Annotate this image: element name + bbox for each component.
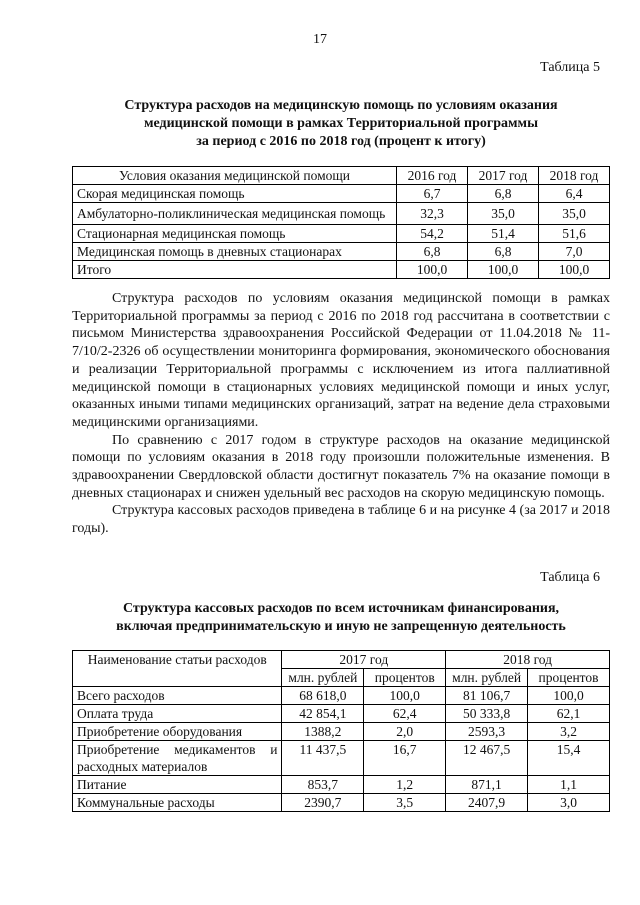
table-row	[73, 203, 610, 225]
table5-header-2017: 2017 год	[468, 167, 539, 185]
pct-2017: 62,4	[364, 705, 446, 723]
table-row	[73, 185, 610, 203]
table5-title	[72, 97, 610, 151]
value-2018: 7,0	[539, 243, 610, 261]
mln-2018: 50 333,8	[446, 705, 528, 723]
table6-subheader-mln-2018: млн. рублей	[446, 669, 528, 687]
mln-2017: 68 618,0	[282, 687, 364, 705]
table-row	[73, 225, 610, 243]
mln-2017: 853,7	[282, 776, 364, 794]
table5-title-line-3: за период с 2016 по 2018 год (процент к итогу)	[196, 134, 486, 149]
value-2016: 32,3	[397, 203, 468, 225]
row-label: Скорая медицинская помощь	[73, 185, 397, 203]
row-label: Стационарная медицинская помощь	[73, 225, 397, 243]
value-2017: 35,0	[468, 203, 539, 225]
table6-header-2018: 2018 год	[446, 651, 610, 669]
pct-2017: 3,5	[364, 794, 446, 812]
table-row	[73, 723, 610, 741]
row-label: Оплата труда	[73, 705, 282, 723]
row-label: Амбулаторно-поликлиническая медицинская помощь	[73, 203, 397, 225]
row-label: Медицинская помощь в дневных стационарах	[73, 243, 397, 261]
pct-2018: 3,2	[528, 723, 610, 741]
value-2018: 6,4	[539, 185, 610, 203]
table6-header-row	[73, 651, 610, 669]
pct-2018: 62,1	[528, 705, 610, 723]
value-2016: 6,8	[397, 243, 468, 261]
mln-2018: 871,1	[446, 776, 528, 794]
table5-header-row	[73, 167, 610, 185]
paragraph: Структура кассовых расходов приведена в таблице 6 и на рисунке 4 (за 2017 и 2018 годы).	[72, 503, 610, 537]
value-2017: 6,8	[468, 243, 539, 261]
page-number: 17	[313, 32, 327, 47]
table6-title	[72, 600, 610, 636]
value-2017: 100,0	[468, 261, 539, 279]
row-label: Питание	[73, 776, 282, 794]
table-row	[73, 741, 610, 776]
table-row-total	[73, 261, 610, 279]
pct-2018: 100,0	[528, 687, 610, 705]
pct-2017: 16,7	[364, 741, 446, 776]
table6-title-line-2: включая предпринимательскую и иную не запрещенную деятельность	[116, 619, 566, 634]
mln-2018: 2407,9	[446, 794, 528, 812]
value-2016: 100,0	[397, 261, 468, 279]
mln-2017: 2390,7	[282, 794, 364, 812]
pct-2018: 3,0	[528, 794, 610, 812]
value-2016: 54,2	[397, 225, 468, 243]
table5-title-line-1: Структура расходов на медицинскую помощь по условиям оказания	[124, 98, 558, 113]
table6-subheader-mln-2017: млн. рублей	[282, 669, 364, 687]
mln-2017: 11 437,5	[282, 741, 364, 776]
body-text	[72, 290, 610, 538]
table6	[72, 650, 610, 812]
value-2017: 6,8	[468, 185, 539, 203]
table5-caption: Таблица 5	[540, 60, 600, 75]
table6-title-line-1: Структура кассовых расходов по всем источникам финансирования,	[122, 601, 560, 616]
table6-subheader-pct-2018: процентов	[528, 669, 610, 687]
table-row	[73, 794, 610, 812]
row-label: Всего расходов	[73, 687, 282, 705]
table-row	[73, 705, 610, 723]
pct-2017: 100,0	[364, 687, 446, 705]
value-2017: 51,4	[468, 225, 539, 243]
table5-header-2016: 2016 год	[397, 167, 468, 185]
value-2018: 51,6	[539, 225, 610, 243]
mln-2018: 12 467,5	[446, 741, 528, 776]
pct-2018: 15,4	[528, 741, 610, 776]
table5-header-2018: 2018 год	[539, 167, 610, 185]
table6-header-2017: 2017 год	[282, 651, 446, 669]
pct-2017: 1,2	[364, 776, 446, 794]
mln-2018: 81 106,7	[446, 687, 528, 705]
table6-caption: Таблица 6	[540, 570, 600, 585]
table-row	[73, 687, 610, 705]
table5-title-line-2: медицинской помощи в рамках Территориальной программы	[143, 116, 539, 131]
pct-2018: 1,1	[528, 776, 610, 794]
table5	[72, 166, 610, 279]
mln-2017: 1388,2	[282, 723, 364, 741]
row-label: Приобретение оборудования	[73, 723, 282, 741]
mln-2017: 42 854,1	[282, 705, 364, 723]
table-row	[73, 243, 610, 261]
table-row	[73, 776, 610, 794]
table6-subheader-pct-2017: процентов	[364, 669, 446, 687]
value-2018: 100,0	[539, 261, 610, 279]
table6-header-name: Наименование статьи расходов	[73, 651, 282, 687]
value-2016: 6,7	[397, 185, 468, 203]
mln-2018: 2593,3	[446, 723, 528, 741]
pct-2017: 2,0	[364, 723, 446, 741]
value-2018: 35,0	[539, 203, 610, 225]
row-label: Приобретение медикаментов и расходных материалов	[73, 741, 282, 776]
paragraph: Структура расходов по условиям оказания медицинской помощи в рамках Территориальной программы за период с 2016 по 2018 год рассчитана в соответствии с письмом Министерства здравоохранения Российской Федерации от 11.04.2018 № 11-7/10/2-2326 об осуществлении мониторинга формирования, экономического обоснования и реализации Территориальной программы с исключением из итога паллиативной медицинской помощи в стационарных условиях медицинской помощи и иных услуг, оказанных иными типами медицинских организаций, затрат на ведение дела страховыми медицинскими организациями.	[72, 291, 610, 430]
table5-header-conditions: Условия оказания медицинской помощи	[73, 167, 397, 185]
row-label: Коммунальные расходы	[73, 794, 282, 812]
row-label: Итого	[73, 261, 397, 279]
paragraph: По сравнению с 2017 годом в структуре расходов на оказание медицинской помощи по условиям оказания в 2018 году произошли положительные изменения. В здравоохранении Свердловской области достигнут показатель 7% на оказание помощи в дневных стационарах и снижен удельный вес расходов на скорую медицинскую помощь.	[72, 432, 610, 501]
